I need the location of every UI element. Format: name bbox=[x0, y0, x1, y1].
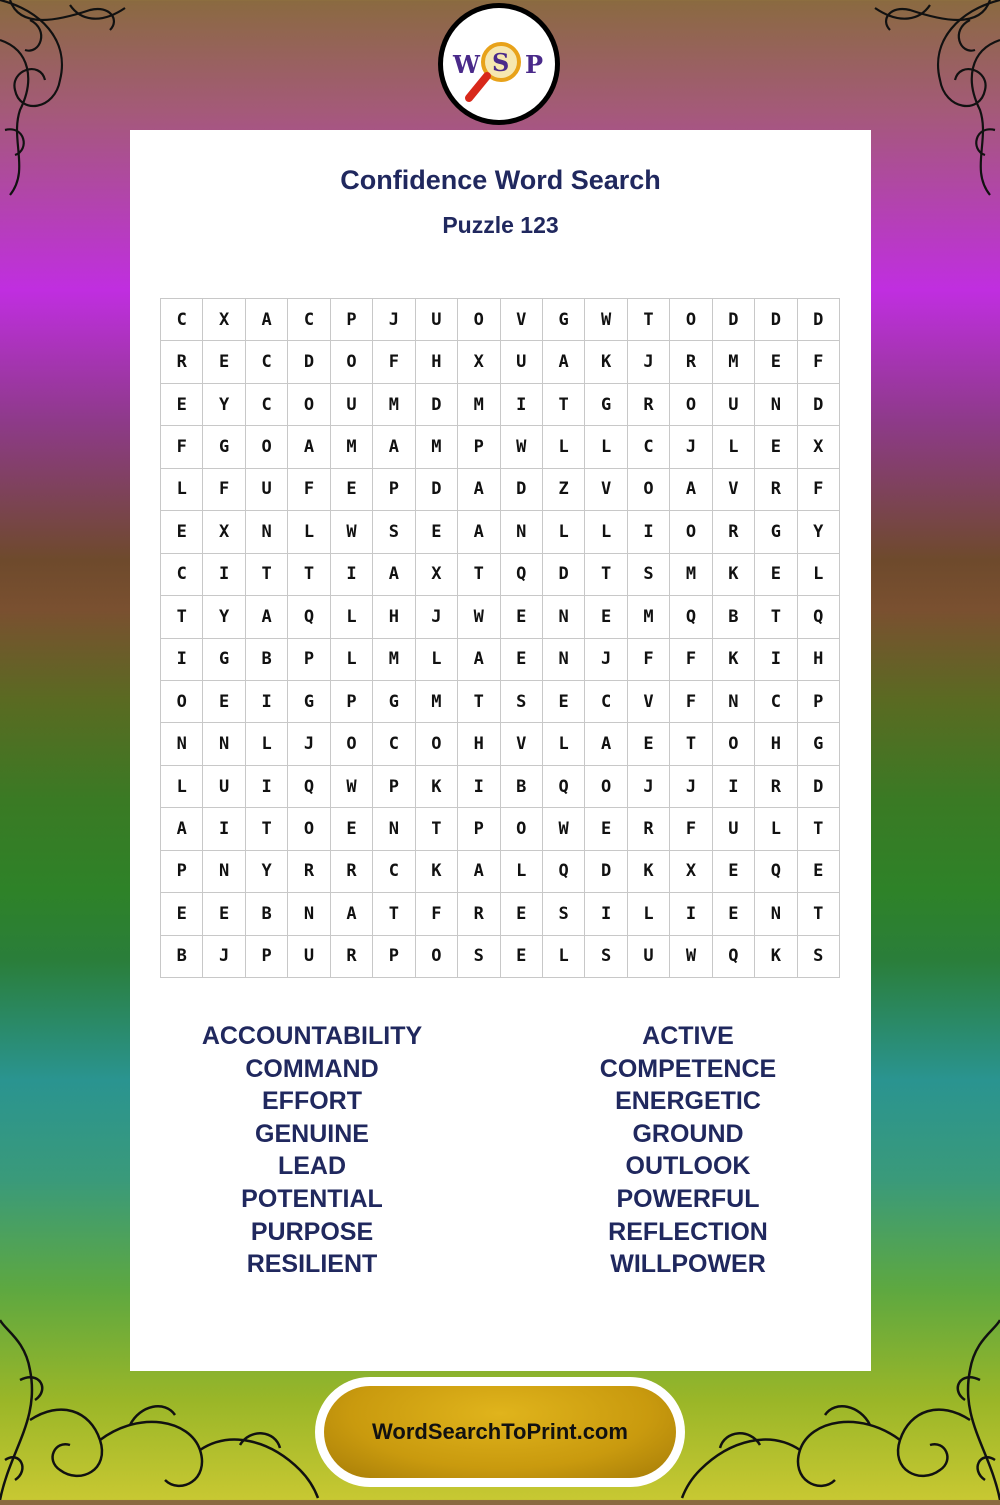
grid-cell[interactable]: A bbox=[585, 723, 627, 765]
grid-cell[interactable]: F bbox=[670, 639, 712, 681]
grid-cell[interactable]: P bbox=[161, 851, 203, 893]
grid-cell[interactable]: E bbox=[755, 341, 797, 383]
grid-cell[interactable]: G bbox=[203, 639, 245, 681]
word-list-item: LEAD bbox=[277, 1152, 347, 1181]
grid-cell[interactable]: N bbox=[203, 851, 245, 893]
word-list-item: POTENTIAL bbox=[241, 1184, 383, 1213]
grid-cell[interactable]: M bbox=[628, 596, 670, 638]
grid-cell[interactable]: A bbox=[288, 426, 330, 468]
grid-cell[interactable]: P bbox=[288, 639, 330, 681]
grid-cell[interactable]: A bbox=[458, 511, 500, 553]
grid-cell[interactable]: L bbox=[543, 723, 585, 765]
grid-cell[interactable]: O bbox=[416, 723, 458, 765]
grid-cell[interactable]: J bbox=[288, 723, 330, 765]
grid-cell[interactable]: Q bbox=[501, 554, 543, 596]
grid-cell[interactable]: A bbox=[373, 426, 415, 468]
word-list-item: COMPETENCE bbox=[599, 1054, 777, 1083]
scroll-ornament-icon bbox=[860, 0, 1000, 200]
grid-cell[interactable]: D bbox=[798, 299, 840, 341]
grid-cell[interactable]: W bbox=[585, 299, 627, 341]
grid-cell[interactable]: V bbox=[585, 469, 627, 511]
grid-cell[interactable]: S bbox=[628, 554, 670, 596]
grid-cell[interactable]: L bbox=[755, 808, 797, 850]
grid-cell[interactable]: T bbox=[416, 808, 458, 850]
word-list-left bbox=[132, 1020, 492, 1281]
grid-cell[interactable]: X bbox=[203, 299, 245, 341]
grid-cell[interactable]: S bbox=[798, 936, 840, 978]
grid-cell[interactable]: C bbox=[246, 384, 288, 426]
grid-cell[interactable]: W bbox=[670, 936, 712, 978]
grid-cell[interactable]: N bbox=[755, 893, 797, 935]
grid-cell[interactable]: W bbox=[331, 511, 373, 553]
grid-cell[interactable]: J bbox=[373, 299, 415, 341]
word-list-item: ACTIVE bbox=[642, 1022, 734, 1050]
grid-cell[interactable]: C bbox=[628, 426, 670, 468]
letter-grid bbox=[160, 298, 840, 978]
grid-cell[interactable]: X bbox=[203, 511, 245, 553]
grid-cell[interactable]: T bbox=[246, 808, 288, 850]
grid-cell[interactable]: C bbox=[755, 681, 797, 723]
grid-cell[interactable]: C bbox=[373, 723, 415, 765]
grid-cell[interactable]: T bbox=[755, 596, 797, 638]
grid-cell[interactable]: N bbox=[288, 893, 330, 935]
grid-cell[interactable]: Y bbox=[203, 596, 245, 638]
logo-letter-s: S bbox=[492, 48, 510, 77]
grid-cell[interactable]: T bbox=[458, 681, 500, 723]
grid-cell[interactable]: W bbox=[331, 766, 373, 808]
grid-cell[interactable]: G bbox=[543, 299, 585, 341]
grid-cell[interactable]: E bbox=[501, 893, 543, 935]
grid-cell[interactable]: I bbox=[628, 511, 670, 553]
grid-cell[interactable]: T bbox=[246, 554, 288, 596]
grid-cell[interactable]: N bbox=[543, 596, 585, 638]
grid-cell[interactable]: A bbox=[543, 341, 585, 383]
grid-cell[interactable]: A bbox=[458, 469, 500, 511]
grid-cell[interactable]: I bbox=[458, 766, 500, 808]
grid-cell[interactable]: N bbox=[501, 511, 543, 553]
grid-cell[interactable]: G bbox=[288, 681, 330, 723]
grid-cell[interactable]: T bbox=[543, 384, 585, 426]
grid-cell[interactable]: A bbox=[246, 596, 288, 638]
grid-cell[interactable]: L bbox=[585, 426, 627, 468]
grid-cell[interactable]: Q bbox=[288, 766, 330, 808]
grid-cell[interactable]: T bbox=[670, 723, 712, 765]
grid-cell[interactable]: O bbox=[331, 341, 373, 383]
grid-cell[interactable]: L bbox=[713, 426, 755, 468]
grid-cell[interactable]: F bbox=[416, 893, 458, 935]
grid-cell[interactable]: I bbox=[203, 554, 245, 596]
grid-cell[interactable]: E bbox=[416, 511, 458, 553]
grid-cell[interactable]: F bbox=[798, 341, 840, 383]
grid-cell[interactable]: R bbox=[331, 851, 373, 893]
grid-cell[interactable]: D bbox=[288, 341, 330, 383]
grid-cell[interactable]: D bbox=[798, 384, 840, 426]
grid-cell[interactable]: Q bbox=[543, 766, 585, 808]
grid-cell[interactable]: L bbox=[161, 766, 203, 808]
puzzle-panel bbox=[130, 130, 871, 1371]
grid-cell[interactable]: J bbox=[628, 341, 670, 383]
grid-cell[interactable]: O bbox=[501, 808, 543, 850]
word-list-item: COMMAND bbox=[245, 1054, 379, 1083]
grid-cell[interactable]: B bbox=[161, 936, 203, 978]
grid-cell[interactable]: I bbox=[501, 384, 543, 426]
grid-cell[interactable]: K bbox=[713, 554, 755, 596]
grid-cell[interactable]: O bbox=[670, 299, 712, 341]
grid-cell[interactable]: S bbox=[458, 936, 500, 978]
grid-cell[interactable]: D bbox=[713, 299, 755, 341]
grid-cell[interactable]: P bbox=[331, 299, 373, 341]
grid-cell[interactable]: P bbox=[458, 808, 500, 850]
grid-cell[interactable]: R bbox=[755, 469, 797, 511]
grid-cell[interactable]: L bbox=[246, 723, 288, 765]
grid-cell[interactable]: A bbox=[373, 554, 415, 596]
grid-cell[interactable]: D bbox=[755, 299, 797, 341]
grid-cell[interactable]: W bbox=[543, 808, 585, 850]
grid-cell[interactable]: Q bbox=[798, 596, 840, 638]
grid-cell[interactable]: K bbox=[755, 936, 797, 978]
grid-cell[interactable]: J bbox=[416, 596, 458, 638]
grid-cell[interactable]: D bbox=[416, 469, 458, 511]
grid-cell[interactable]: L bbox=[331, 639, 373, 681]
grid-cell[interactable]: M bbox=[416, 681, 458, 723]
grid-cell[interactable]: U bbox=[713, 384, 755, 426]
grid-cell[interactable]: J bbox=[670, 426, 712, 468]
grid-cell[interactable]: Y bbox=[246, 851, 288, 893]
grid-cell[interactable]: O bbox=[670, 384, 712, 426]
grid-cell[interactable]: U bbox=[203, 766, 245, 808]
grid-cell[interactable]: L bbox=[161, 469, 203, 511]
grid-cell[interactable]: J bbox=[628, 766, 670, 808]
grid-cell[interactable]: O bbox=[713, 723, 755, 765]
ornament-top-right bbox=[860, 0, 1000, 200]
word-list-item: POWERFUL bbox=[616, 1184, 760, 1213]
grid-cell[interactable]: P bbox=[798, 681, 840, 723]
word-list-item: ACCOUNTABILITY bbox=[201, 1022, 423, 1050]
grid-cell[interactable]: L bbox=[331, 596, 373, 638]
grid-cell[interactable]: L bbox=[501, 851, 543, 893]
grid-cell[interactable]: A bbox=[161, 808, 203, 850]
grid-cell[interactable]: S bbox=[373, 511, 415, 553]
grid-cell[interactable]: E bbox=[161, 893, 203, 935]
grid-cell[interactable]: Q bbox=[670, 596, 712, 638]
grid-cell[interactable]: J bbox=[585, 639, 627, 681]
grid-cell[interactable]: E bbox=[713, 893, 755, 935]
grid-cell[interactable]: C bbox=[373, 851, 415, 893]
grid-cell[interactable]: L bbox=[543, 426, 585, 468]
grid-cell[interactable]: B bbox=[501, 766, 543, 808]
grid-cell[interactable]: F bbox=[373, 341, 415, 383]
grid-cell[interactable]: R bbox=[288, 851, 330, 893]
grid-cell[interactable]: N bbox=[755, 384, 797, 426]
grid-cell[interactable]: V bbox=[501, 723, 543, 765]
grid-cell[interactable]: C bbox=[161, 299, 203, 341]
grid-cell[interactable]: M bbox=[416, 426, 458, 468]
grid-cell[interactable]: E bbox=[543, 681, 585, 723]
grid-cell[interactable]: C bbox=[288, 299, 330, 341]
grid-cell[interactable]: J bbox=[203, 936, 245, 978]
word-list-item: GROUND bbox=[632, 1119, 744, 1148]
site-logo[interactable] bbox=[438, 3, 560, 125]
grid-cell[interactable]: U bbox=[501, 341, 543, 383]
grid-cell[interactable]: H bbox=[755, 723, 797, 765]
grid-cell[interactable]: N bbox=[713, 681, 755, 723]
grid-cell[interactable]: H bbox=[416, 341, 458, 383]
grid-cell[interactable]: B bbox=[713, 596, 755, 638]
grid-cell[interactable]: G bbox=[203, 426, 245, 468]
grid-cell[interactable]: N bbox=[246, 511, 288, 553]
grid-cell[interactable]: R bbox=[670, 341, 712, 383]
grid-cell[interactable]: R bbox=[628, 808, 670, 850]
grid-cell[interactable]: L bbox=[543, 936, 585, 978]
grid-cell[interactable]: M bbox=[713, 341, 755, 383]
grid-cell[interactable]: P bbox=[373, 469, 415, 511]
grid-cell[interactable]: R bbox=[458, 893, 500, 935]
grid-cell[interactable]: T bbox=[585, 554, 627, 596]
grid-cell[interactable]: G bbox=[373, 681, 415, 723]
grid-cell[interactable]: F bbox=[670, 808, 712, 850]
grid-cell[interactable]: M bbox=[373, 639, 415, 681]
word-list-item: REFLECTION bbox=[608, 1217, 768, 1246]
word-list-item: WILLPOWER bbox=[610, 1250, 766, 1279]
grid-cell[interactable]: E bbox=[585, 808, 627, 850]
grid-cell[interactable]: E bbox=[161, 511, 203, 553]
grid-cell[interactable]: I bbox=[203, 808, 245, 850]
grid-cell[interactable]: C bbox=[246, 341, 288, 383]
grid-cell[interactable]: R bbox=[713, 511, 755, 553]
grid-cell[interactable]: U bbox=[628, 936, 670, 978]
grid-cell[interactable]: T bbox=[798, 808, 840, 850]
grid-cell[interactable]: B bbox=[246, 893, 288, 935]
grid-cell[interactable]: I bbox=[713, 766, 755, 808]
grid-cell[interactable]: O bbox=[416, 936, 458, 978]
grid-cell[interactable]: V bbox=[501, 299, 543, 341]
logo-letter-w: W bbox=[453, 50, 480, 79]
grid-cell[interactable]: H bbox=[458, 723, 500, 765]
grid-cell[interactable]: I bbox=[331, 554, 373, 596]
grid-cell[interactable]: L bbox=[543, 511, 585, 553]
grid-cell[interactable]: A bbox=[458, 639, 500, 681]
grid-cell[interactable]: K bbox=[628, 851, 670, 893]
grid-cell[interactable]: O bbox=[628, 469, 670, 511]
grid-cell[interactable]: P bbox=[331, 681, 373, 723]
grid-cell[interactable]: H bbox=[373, 596, 415, 638]
grid-cell[interactable]: P bbox=[373, 766, 415, 808]
grid-cell[interactable]: E bbox=[713, 851, 755, 893]
grid-cell[interactable]: A bbox=[670, 469, 712, 511]
grid-cell[interactable]: Z bbox=[543, 469, 585, 511]
page-title: Confidence Word Search bbox=[340, 165, 661, 195]
grid-cell[interactable]: E bbox=[331, 469, 373, 511]
grid-cell[interactable]: K bbox=[416, 766, 458, 808]
grid-cell[interactable]: D bbox=[416, 384, 458, 426]
grid-cell[interactable]: E bbox=[501, 936, 543, 978]
grid-cell[interactable]: F bbox=[161, 426, 203, 468]
word-list-item: EFFORT bbox=[262, 1087, 362, 1116]
grid-cell[interactable]: A bbox=[246, 299, 288, 341]
grid-cell[interactable]: R bbox=[755, 766, 797, 808]
grid-cell[interactable]: T bbox=[798, 893, 840, 935]
grid-cell[interactable]: E bbox=[203, 681, 245, 723]
grid-cell[interactable]: Q bbox=[755, 851, 797, 893]
grid-cell[interactable]: S bbox=[543, 893, 585, 935]
grid-cell[interactable]: M bbox=[373, 384, 415, 426]
grid-cell[interactable]: O bbox=[161, 681, 203, 723]
grid-cell[interactable]: E bbox=[203, 341, 245, 383]
grid-cell[interactable]: C bbox=[585, 681, 627, 723]
grid-cell[interactable]: T bbox=[373, 893, 415, 935]
grid-cell[interactable]: D bbox=[585, 851, 627, 893]
grid-cell[interactable]: P bbox=[373, 936, 415, 978]
grid-cell[interactable]: I bbox=[246, 766, 288, 808]
word-list-right bbox=[508, 1020, 868, 1281]
grid-cell[interactable]: O bbox=[458, 299, 500, 341]
grid-cell[interactable]: U bbox=[713, 808, 755, 850]
grid-cell[interactable]: O bbox=[585, 766, 627, 808]
logo-letter-p: P bbox=[525, 50, 544, 79]
grid-cell[interactable]: B bbox=[246, 639, 288, 681]
grid-cell[interactable]: G bbox=[755, 511, 797, 553]
grid-cell[interactable]: O bbox=[246, 426, 288, 468]
grid-cell[interactable]: G bbox=[585, 384, 627, 426]
grid-cell[interactable]: M bbox=[458, 384, 500, 426]
grid-cell[interactable]: Y bbox=[203, 384, 245, 426]
grid-cell[interactable]: F bbox=[203, 469, 245, 511]
grid-cell[interactable]: R bbox=[161, 341, 203, 383]
grid-cell[interactable]: U bbox=[331, 384, 373, 426]
grid-cell[interactable]: N bbox=[161, 723, 203, 765]
grid-cell[interactable]: D bbox=[543, 554, 585, 596]
grid-cell[interactable]: E bbox=[501, 639, 543, 681]
grid-cell[interactable]: L bbox=[288, 511, 330, 553]
grid-cell[interactable]: I bbox=[585, 893, 627, 935]
grid-cell[interactable]: E bbox=[798, 851, 840, 893]
grid-cell[interactable]: L bbox=[416, 639, 458, 681]
grid-cell[interactable]: U bbox=[416, 299, 458, 341]
grid-cell[interactable]: X bbox=[798, 426, 840, 468]
grid-cell[interactable]: P bbox=[458, 426, 500, 468]
grid-cell[interactable]: P bbox=[246, 936, 288, 978]
grid-cell[interactable]: E bbox=[755, 554, 797, 596]
grid-cell[interactable]: I bbox=[670, 893, 712, 935]
grid-cell[interactable]: W bbox=[501, 426, 543, 468]
grid-cell[interactable]: X bbox=[670, 851, 712, 893]
grid-cell[interactable]: T bbox=[628, 299, 670, 341]
grid-cell[interactable]: E bbox=[585, 596, 627, 638]
grid-cell[interactable]: E bbox=[755, 426, 797, 468]
word-list-item: GENUINE bbox=[255, 1119, 369, 1148]
grid-cell[interactable]: F bbox=[288, 469, 330, 511]
grid-cell[interactable]: F bbox=[628, 639, 670, 681]
word-list-item: ENERGETIC bbox=[615, 1087, 761, 1116]
grid-cell[interactable]: E bbox=[161, 384, 203, 426]
grid-cell[interactable]: U bbox=[246, 469, 288, 511]
grid-cell[interactable]: Q bbox=[713, 936, 755, 978]
grid-cell[interactable]: A bbox=[458, 851, 500, 893]
grid-cell[interactable]: D bbox=[501, 469, 543, 511]
grid-cell[interactable]: R bbox=[331, 936, 373, 978]
grid-cell[interactable]: K bbox=[416, 851, 458, 893]
site-link-label[interactable]: WordSearchToPrint.com bbox=[324, 1386, 676, 1478]
grid-cell[interactable]: K bbox=[713, 639, 755, 681]
scroll-ornament-icon bbox=[0, 0, 140, 200]
grid-cell[interactable]: N bbox=[203, 723, 245, 765]
grid-cell[interactable]: L bbox=[798, 554, 840, 596]
word-list-item: PURPOSE bbox=[250, 1217, 374, 1246]
grid-cell[interactable]: F bbox=[798, 469, 840, 511]
grid-cell[interactable]: Y bbox=[798, 511, 840, 553]
grid-cell[interactable]: M bbox=[331, 426, 373, 468]
puzzle-number: Puzzle 123 bbox=[442, 212, 559, 238]
grid-cell[interactable]: T bbox=[288, 554, 330, 596]
grid-cell[interactable]: X bbox=[458, 341, 500, 383]
grid-cell[interactable]: O bbox=[331, 723, 373, 765]
grid-cell[interactable]: R bbox=[628, 384, 670, 426]
grid-cell[interactable]: O bbox=[288, 384, 330, 426]
grid-cell[interactable]: E bbox=[203, 893, 245, 935]
word-list-item: OUTLOOK bbox=[625, 1152, 751, 1181]
grid-cell[interactable]: O bbox=[288, 808, 330, 850]
grid-cell[interactable]: A bbox=[331, 893, 373, 935]
grid-cell[interactable]: S bbox=[501, 681, 543, 723]
grid-cell[interactable]: N bbox=[373, 808, 415, 850]
grid-cell[interactable]: Q bbox=[543, 851, 585, 893]
grid-cell[interactable]: V bbox=[713, 469, 755, 511]
grid-cell[interactable]: M bbox=[670, 554, 712, 596]
grid-cell[interactable]: I bbox=[246, 681, 288, 723]
grid-cell[interactable]: S bbox=[585, 936, 627, 978]
grid-cell[interactable]: C bbox=[161, 554, 203, 596]
grid-cell[interactable]: K bbox=[585, 341, 627, 383]
grid-cell[interactable]: I bbox=[161, 639, 203, 681]
grid-cell[interactable]: J bbox=[670, 766, 712, 808]
grid-cell[interactable]: X bbox=[416, 554, 458, 596]
grid-cell[interactable]: V bbox=[628, 681, 670, 723]
grid-cell[interactable]: H bbox=[798, 639, 840, 681]
site-link-button[interactable] bbox=[315, 1377, 685, 1487]
word-list-item: RESILIENT bbox=[246, 1250, 378, 1279]
grid-cell[interactable]: L bbox=[628, 893, 670, 935]
grid-cell[interactable]: Q bbox=[288, 596, 330, 638]
grid-cell[interactable]: L bbox=[585, 511, 627, 553]
grid-cell[interactable]: N bbox=[543, 639, 585, 681]
grid-cell[interactable]: D bbox=[798, 766, 840, 808]
ornament-top-left bbox=[0, 0, 140, 200]
grid-cell[interactable]: U bbox=[288, 936, 330, 978]
grid-cell[interactable]: E bbox=[501, 596, 543, 638]
grid-cell[interactable]: T bbox=[458, 554, 500, 596]
grid-cell[interactable]: T bbox=[161, 596, 203, 638]
grid-cell[interactable]: O bbox=[670, 511, 712, 553]
grid-cell[interactable]: G bbox=[798, 723, 840, 765]
grid-cell[interactable]: W bbox=[458, 596, 500, 638]
grid-cell[interactable]: F bbox=[670, 681, 712, 723]
grid-cell[interactable]: E bbox=[331, 808, 373, 850]
grid-cell[interactable]: E bbox=[628, 723, 670, 765]
grid-cell[interactable]: I bbox=[755, 639, 797, 681]
